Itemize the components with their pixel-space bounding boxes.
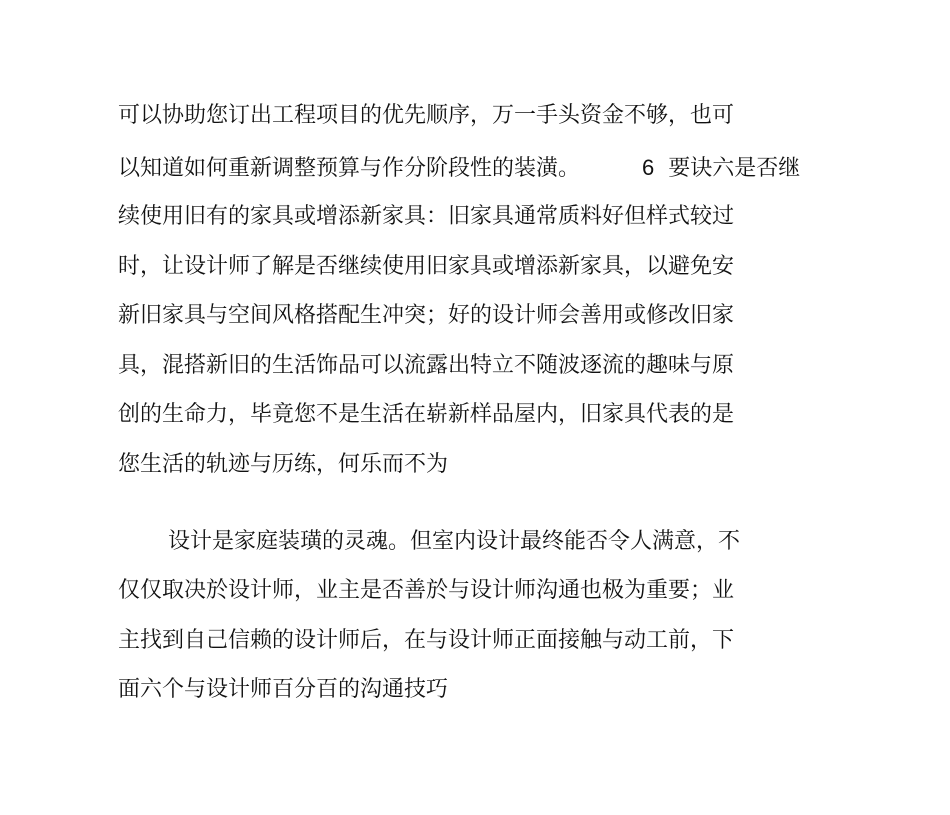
paragraph-1-line-5: 新旧家具与空间风格搭配生冲突；好的设计师会善用或修改旧家: [118, 303, 735, 328]
tip-number: 6: [642, 155, 655, 180]
paragraph-2-line-1: 设计是家庭装璜的灵魂。但室内设计最终能否令人满意，不: [168, 529, 741, 554]
paragraph-1-line-3: 续使用旧有的家具或增添新家具：旧家具通常质料好但样式较过: [118, 204, 735, 229]
paragraph-2-line-4: 面六个与设计师百分百的沟通技巧: [118, 677, 449, 702]
paragraph-1-line-6: 具，混搭新旧的生活饰品可以流露出特立不随波逐流的趣味与原: [118, 353, 735, 378]
paragraph-1-line-2: [118, 153, 800, 184]
paragraph-2-line-2: 仅仅取决於设计师，业主是否善於与设计师沟通也极为重要；业: [118, 578, 735, 603]
paragraph-1-line-7: 创的生命力，毕竟您不是生活在崭新样品屋内，旧家具代表的是: [118, 402, 735, 427]
paragraph-1-line-2-rest: 要诀六是否继: [668, 156, 801, 181]
paragraph-1-line-1: 可以协助您订出工程项目的优先顺序，万一手头资金不够，也可: [118, 103, 735, 128]
paragraph-1-line-4: 时，让设计师了解是否继续使用旧家具或增添新家具，以避免安: [118, 254, 735, 279]
paragraph-1-line-2-text: 以知道如何重新调整预算与作分阶段性的装潢。: [118, 156, 581, 181]
paragraph-1-line-8: 您生活的轨迹与历练，何乐而不为: [118, 452, 449, 477]
paragraph-2-line-3: 主找到自己信赖的设计师后，在与设计师正面接触与动工前，下: [118, 628, 735, 653]
